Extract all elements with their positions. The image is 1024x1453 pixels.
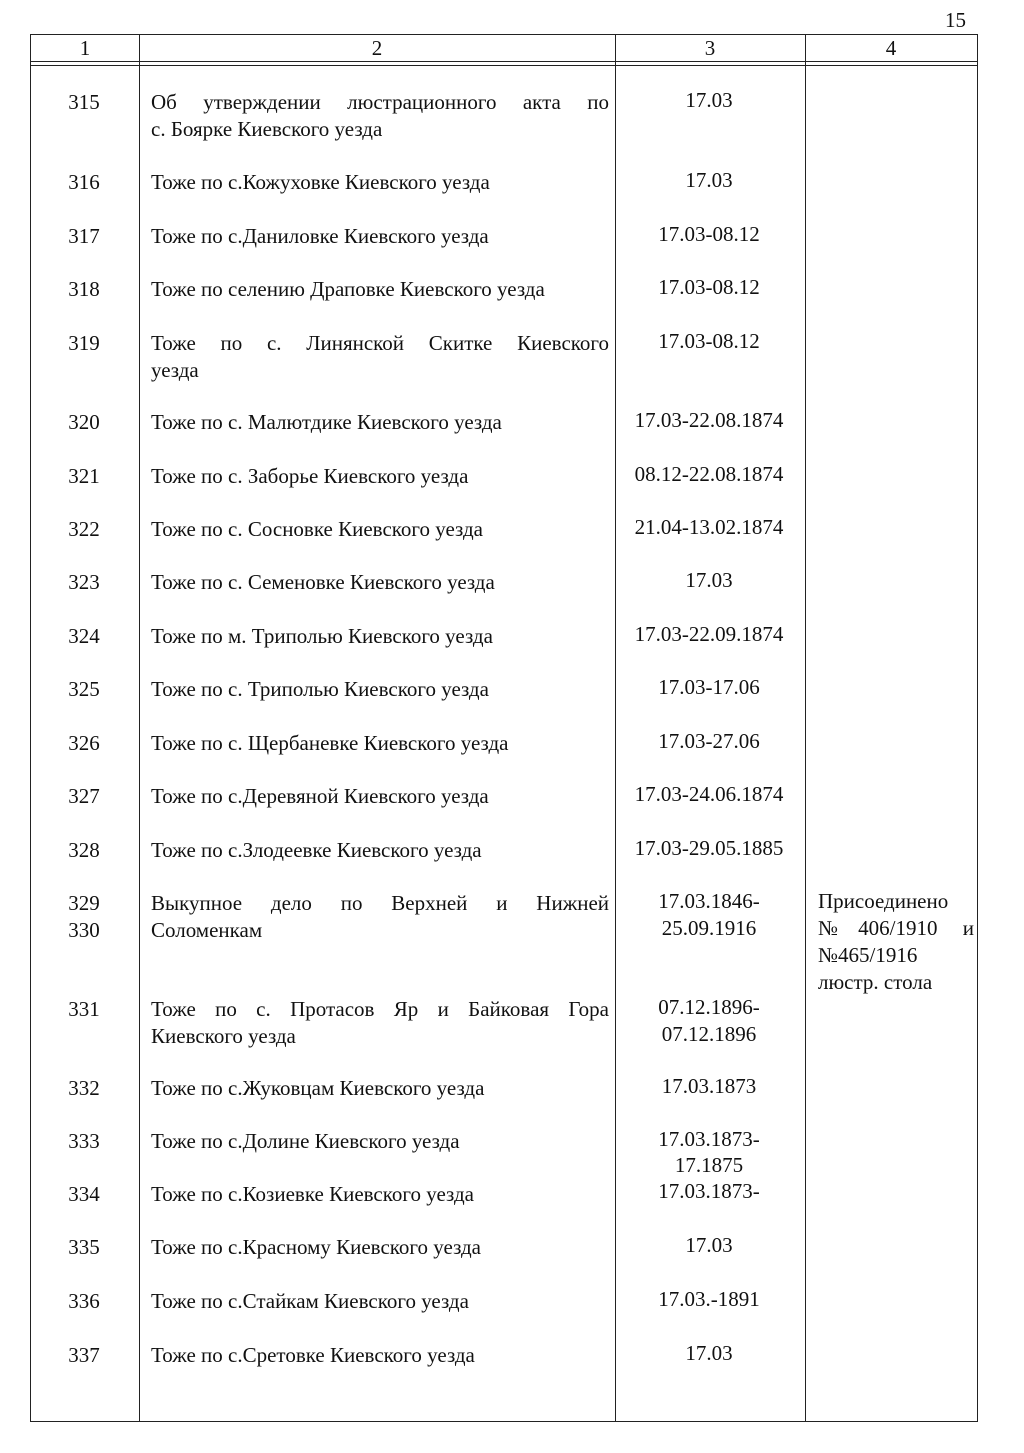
row-date: 17.03: [685, 568, 733, 592]
row-number: 319: [68, 331, 100, 355]
row-number: 323: [68, 570, 100, 594]
row-description-cont: уезда: [151, 358, 199, 382]
row-number: 315: [68, 90, 100, 114]
row-description: Тоже по селению Драповке Киевского уезда: [151, 277, 545, 301]
row-description: Тоже по с.Красному Киевского уезда: [151, 1235, 481, 1259]
row-date: 17.03-24.06.1874: [634, 782, 784, 806]
row-description: Тоже по с. Триполью Киевского уезда: [151, 677, 489, 701]
row-date: 07.12.1896-: [658, 995, 760, 1019]
row-number: 316: [68, 170, 100, 194]
row-description: Тоже по с.Злодеевке Киевского уезда: [151, 838, 482, 862]
row-date: 17.03-08.12: [658, 222, 760, 246]
row-date-cont: 07.12.1896: [661, 1022, 757, 1046]
column-divider: [139, 35, 140, 1421]
archive-inventory-table: [30, 34, 978, 1422]
row-number: 335: [68, 1235, 100, 1259]
row-date: 17.03: [685, 1233, 733, 1257]
row-description-cont: с. Боярке Киевского уезда: [151, 117, 383, 141]
row-date: 17.03.-1891: [658, 1287, 760, 1311]
row-description: Тоже по с. Протасов Яр и Байковая Гора: [151, 997, 609, 1021]
row-number: 336: [68, 1289, 100, 1313]
page-number: 15: [945, 8, 966, 32]
row-number: 334: [68, 1182, 100, 1206]
row-description: Тоже по м. Триполью Киевского уезда: [151, 624, 493, 648]
row-note: Присоединено: [818, 889, 949, 913]
row-date-cont: 25.09.1916: [661, 916, 757, 940]
row-number: 320: [68, 410, 100, 434]
row-number: 332: [68, 1076, 100, 1100]
header-col-2: 2: [371, 36, 383, 60]
row-date: 08.12-22.08.1874: [634, 462, 784, 486]
row-date: 17.03: [685, 168, 733, 192]
row-date: 17.03.1873-: [658, 1127, 760, 1151]
row-date: 17.03: [685, 88, 733, 112]
row-description-cont: Соломенкам: [151, 918, 263, 942]
row-note-cont: №465/1916: [818, 943, 918, 967]
header-col-3: 3: [704, 36, 716, 60]
row-description: Выкупное дело по Верхней и Нижней: [151, 891, 609, 915]
row-number: 326: [68, 731, 100, 755]
row-date: 21.04-13.02.1874: [634, 515, 784, 539]
header-col-1: 1: [79, 36, 91, 60]
row-number: 328: [68, 838, 100, 862]
row-date: 17.03-27.06: [658, 729, 760, 753]
row-date: 17.03-22.08.1874: [634, 408, 784, 432]
header-col-4: 4: [885, 36, 897, 60]
row-description: Тоже по с.Долине Киевского уезда: [151, 1129, 460, 1153]
row-description: Тоже по с. Щербаневке Киевского уезда: [151, 731, 509, 755]
row-date: 17.03.1873-: [658, 1179, 760, 1203]
row-number: 324: [68, 624, 100, 648]
column-divider: [805, 35, 806, 1421]
row-date: 17.03-22.09.1874: [634, 622, 784, 646]
row-number: 317: [68, 224, 100, 248]
row-number: 322: [68, 517, 100, 541]
table-header: [31, 35, 977, 62]
row-date: 17.03.1873: [661, 1074, 757, 1098]
row-number-second: 330: [68, 918, 100, 942]
row-description: Тоже по с.Сретовке Киевского уезда: [151, 1343, 475, 1367]
row-number: 327: [68, 784, 100, 808]
row-number: 337: [68, 1343, 100, 1367]
row-number: 329: [68, 891, 100, 915]
row-date: 17.03-29.05.1885: [634, 836, 784, 860]
row-description: Тоже по с.Жуковцам Киевского уезда: [151, 1076, 485, 1100]
row-number: 321: [68, 464, 100, 488]
row-description: Тоже по с.Козиевке Киевского уезда: [151, 1182, 474, 1206]
row-description: Тоже по с. Линянской Скитке Киевского: [151, 331, 609, 355]
row-description: Тоже по с.Стайкам Киевского уезда: [151, 1289, 469, 1313]
row-date: 17.03: [685, 1341, 733, 1365]
row-date-cont: 17.1875: [674, 1153, 744, 1177]
row-note-cont: люстр. стола: [818, 970, 933, 994]
row-number: 333: [68, 1129, 100, 1153]
row-description: Тоже по с. Заборье Киевского уезда: [151, 464, 469, 488]
row-description: Тоже по с. Сосновке Киевского уезда: [151, 517, 483, 541]
row-description: Тоже по с.Кожуховке Киевского уезда: [151, 170, 490, 194]
row-date: 17.03-08.12: [658, 329, 760, 353]
row-description: Тоже по с.Деревяной Киевского уезда: [151, 784, 489, 808]
row-description: Об утверждении люстрационного акта по: [151, 90, 609, 114]
row-date: 17.03-17.06: [658, 675, 760, 699]
header-double-rule: [31, 65, 977, 66]
row-description: Тоже по с.Даниловке Киевского уезда: [151, 224, 489, 248]
row-number: 318: [68, 277, 100, 301]
row-number: 325: [68, 677, 100, 701]
row-description: Тоже по с. Семеновке Киевского уезда: [151, 570, 495, 594]
row-note-cont: №406/1910 и: [818, 916, 974, 940]
row-date: 17.03-08.12: [658, 275, 760, 299]
row-description-cont: Киевского уезда: [151, 1024, 296, 1048]
row-date: 17.03.1846-: [658, 889, 760, 913]
column-divider: [615, 35, 616, 1421]
row-description: Тоже по с. Малютдике Киевского уезда: [151, 410, 502, 434]
row-number: 331: [68, 997, 100, 1021]
